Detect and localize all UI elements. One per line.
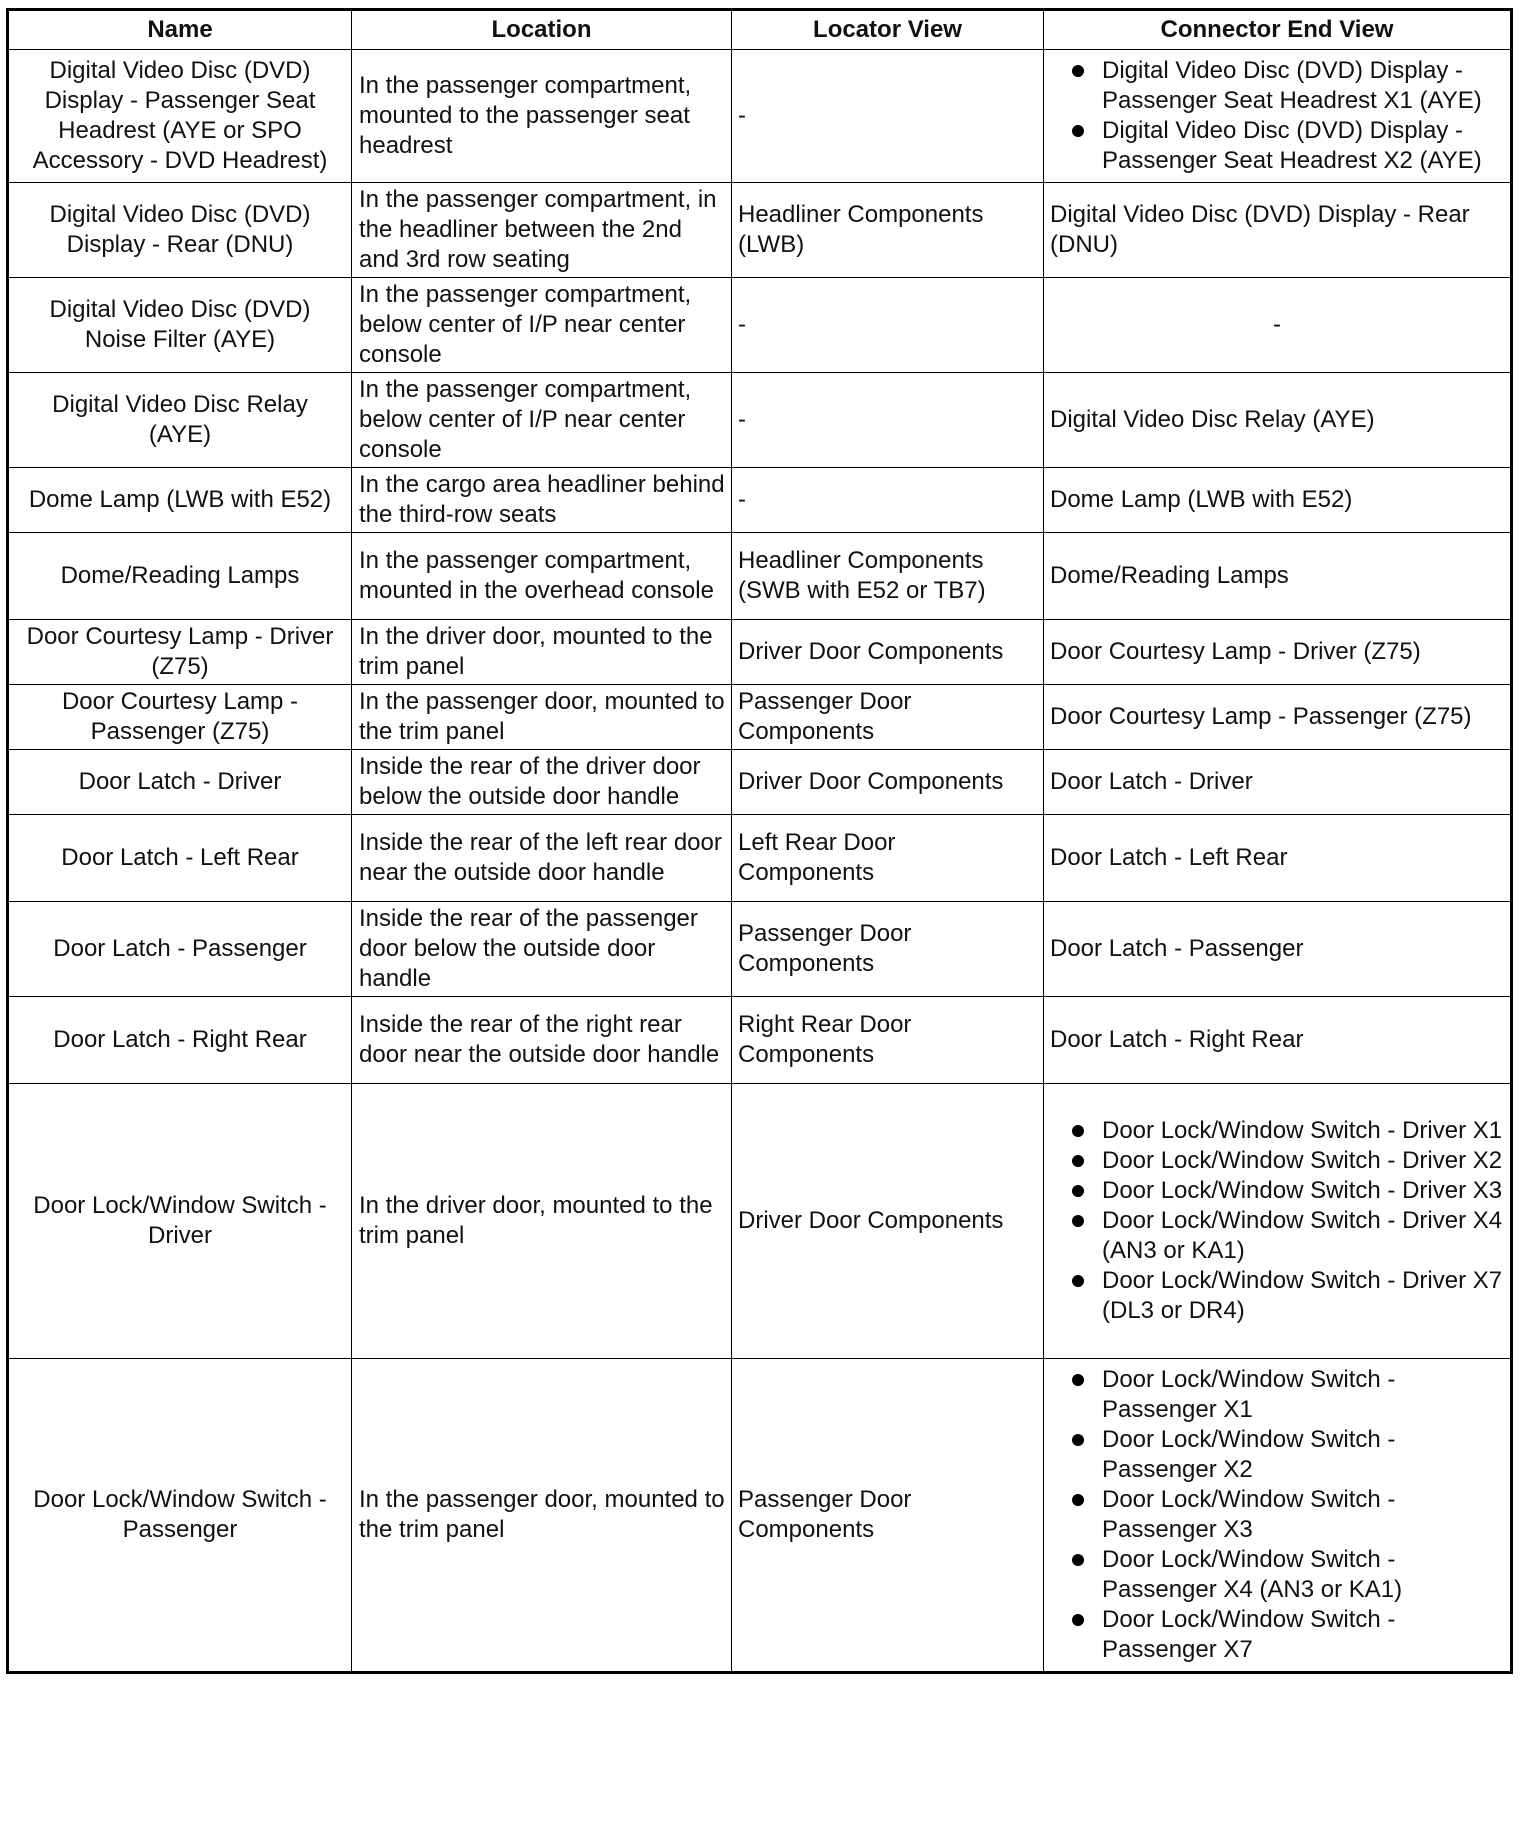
connector-label: Door Lock/Window Switch - Driver X3 xyxy=(1102,1177,1503,1204)
connector-label: Door Lock/Window Switch - Driver X1 xyxy=(1102,1117,1503,1144)
component-name-cell: Digital Video Disc (DVD) Noise Filter (AYE) xyxy=(8,278,352,373)
bullet-icon xyxy=(1072,1125,1084,1137)
connector-end-view-cell: Dome Lamp (LWB with E52) xyxy=(1044,468,1512,533)
table-row xyxy=(8,278,1512,373)
connector-end-view-cell xyxy=(1044,1084,1512,1359)
connector-list-item xyxy=(1072,1545,1504,1605)
connector-label: Door Lock/Window Switch - Passenger X3 xyxy=(1102,1486,1396,1543)
connector-end-view-cell: Digital Video Disc (DVD) Display - Rear (DNU) xyxy=(1044,183,1512,278)
location-cell: Inside the rear of the left rear door near the outside door handle xyxy=(352,815,732,902)
connector-list-item xyxy=(1072,1116,1504,1146)
table-row xyxy=(8,533,1512,620)
table-row xyxy=(8,1084,1512,1359)
connector-list-item xyxy=(1072,1176,1504,1206)
connector-list xyxy=(1050,52,1504,180)
location-cell: In the passenger door, mounted to the trim panel xyxy=(352,1359,732,1673)
connector-label: Door Lock/Window Switch - Passenger X2 xyxy=(1102,1426,1396,1483)
connector-list-item xyxy=(1072,1206,1504,1266)
table-row xyxy=(8,620,1512,685)
connector-end-view-cell: Digital Video Disc Relay (AYE) xyxy=(1044,373,1512,468)
connector-end-view-cell xyxy=(1044,1359,1512,1673)
connector-list-item xyxy=(1072,116,1504,176)
table-body xyxy=(8,50,1512,1673)
connector-list-item xyxy=(1072,1146,1504,1176)
component-name-cell: Door Latch - Right Rear xyxy=(8,997,352,1084)
component-name-cell: Door Lock/Window Switch - Passenger xyxy=(8,1359,352,1673)
location-cell: In the passenger door, mounted to the trim panel xyxy=(352,685,732,750)
component-name-cell: Digital Video Disc (DVD) Display - Rear (DNU) xyxy=(8,183,352,278)
connector-list-item xyxy=(1072,1365,1504,1425)
locator-view-cell: Passenger Door Components xyxy=(732,1359,1044,1673)
component-name-cell: Door Lock/Window Switch - Driver xyxy=(8,1084,352,1359)
bullet-icon xyxy=(1072,1554,1084,1566)
bullet-icon xyxy=(1072,1275,1084,1287)
component-location-table xyxy=(6,8,1513,1674)
column-header-name: Name xyxy=(8,10,352,50)
column-header-connector-end-view: Connector End View xyxy=(1044,10,1512,50)
component-name-cell: Door Latch - Left Rear xyxy=(8,815,352,902)
location-cell: In the cargo area headliner behind the third-row seats xyxy=(352,468,732,533)
connector-list xyxy=(1050,1361,1504,1669)
table-row xyxy=(8,815,1512,902)
connector-end-view-cell: Door Latch - Left Rear xyxy=(1044,815,1512,902)
connector-list xyxy=(1050,1112,1504,1330)
locator-view-cell: - xyxy=(732,50,1044,183)
location-cell: In the passenger compartment, in the headliner between the 2nd and 3rd row seating xyxy=(352,183,732,278)
component-name-cell: Digital Video Disc (DVD) Display - Passenger Seat Headrest (AYE or SPO Accessory - DVD Headrest) xyxy=(8,50,352,183)
table-row xyxy=(8,1359,1512,1673)
connector-end-view-cell: Door Latch - Right Rear xyxy=(1044,997,1512,1084)
bullet-icon xyxy=(1072,1155,1084,1167)
connector-end-view-cell: Door Courtesy Lamp - Driver (Z75) xyxy=(1044,620,1512,685)
connector-label: Digital Video Disc (DVD) Display - Passenger Seat Headrest X1 (AYE) xyxy=(1102,57,1482,114)
connector-end-view-cell: - xyxy=(1044,278,1512,373)
locator-view-cell: Left Rear Door Components xyxy=(732,815,1044,902)
connector-end-view-cell: Dome/Reading Lamps xyxy=(1044,533,1512,620)
component-name-cell: Door Latch - Driver xyxy=(8,750,352,815)
locator-view-cell: Passenger Door Components xyxy=(732,685,1044,750)
connector-list-item xyxy=(1072,56,1504,116)
table-row xyxy=(8,902,1512,997)
table-row xyxy=(8,750,1512,815)
connector-label: Door Lock/Window Switch - Driver X4 (AN3 or KA1) xyxy=(1102,1207,1503,1264)
location-cell: In the passenger compartment, below center of I/P near center console xyxy=(352,278,732,373)
bullet-icon xyxy=(1072,1434,1084,1446)
locator-view-cell: Right Rear Door Components xyxy=(732,997,1044,1084)
component-name-cell: Dome Lamp (LWB with E52) xyxy=(8,468,352,533)
component-name-cell: Door Courtesy Lamp - Passenger (Z75) xyxy=(8,685,352,750)
component-name-cell: Door Latch - Passenger xyxy=(8,902,352,997)
connector-list-item xyxy=(1072,1485,1504,1545)
locator-view-cell: Driver Door Components xyxy=(732,620,1044,685)
bullet-icon xyxy=(1072,125,1084,137)
locator-view-cell: Headliner Components (LWB) xyxy=(732,183,1044,278)
location-cell: In the passenger compartment, mounted in the overhead console xyxy=(352,533,732,620)
location-cell: In the passenger compartment, below center of I/P near center console xyxy=(352,373,732,468)
connector-label: Door Lock/Window Switch - Passenger X1 xyxy=(1102,1366,1396,1423)
bullet-icon xyxy=(1072,1374,1084,1386)
connector-label: Door Lock/Window Switch - Passenger X4 (AN3 or KA1) xyxy=(1102,1546,1403,1603)
bullet-icon xyxy=(1072,1215,1084,1227)
locator-view-cell: Headliner Components (SWB with E52 or TB7) xyxy=(732,533,1044,620)
bullet-icon xyxy=(1072,1614,1084,1626)
locator-view-cell: Driver Door Components xyxy=(732,750,1044,815)
location-cell: In the driver door, mounted to the trim panel xyxy=(352,620,732,685)
location-cell: Inside the rear of the right rear door near the outside door handle xyxy=(352,997,732,1084)
locator-view-cell: Passenger Door Components xyxy=(732,902,1044,997)
locator-view-cell: - xyxy=(732,373,1044,468)
location-cell: In the passenger compartment, mounted to the passenger seat headrest xyxy=(352,50,732,183)
connector-end-view-cell: Door Latch - Passenger xyxy=(1044,902,1512,997)
connector-label: Digital Video Disc (DVD) Display - Passenger Seat Headrest X2 (AYE) xyxy=(1102,117,1482,174)
table-row xyxy=(8,183,1512,278)
component-name-cell: Door Courtesy Lamp - Driver (Z75) xyxy=(8,620,352,685)
component-name-cell: Dome/Reading Lamps xyxy=(8,533,352,620)
bullet-icon xyxy=(1072,65,1084,77)
location-cell: In the driver door, mounted to the trim panel xyxy=(352,1084,732,1359)
header-row xyxy=(8,10,1512,50)
location-cell: Inside the rear of the driver door below the outside door handle xyxy=(352,750,732,815)
table-header xyxy=(8,10,1512,50)
bullet-icon xyxy=(1072,1494,1084,1506)
connector-end-view-cell: Door Latch - Driver xyxy=(1044,750,1512,815)
locator-view-cell: - xyxy=(732,278,1044,373)
table-row xyxy=(8,373,1512,468)
column-header-locator-view: Locator View xyxy=(732,10,1044,50)
location-cell: Inside the rear of the passenger door below the outside door handle xyxy=(352,902,732,997)
locator-view-cell: Driver Door Components xyxy=(732,1084,1044,1359)
connector-end-view-cell xyxy=(1044,50,1512,183)
column-header-location: Location xyxy=(352,10,732,50)
component-locator-page xyxy=(6,8,1510,1674)
bullet-icon xyxy=(1072,1185,1084,1197)
component-name-cell: Digital Video Disc Relay (AYE) xyxy=(8,373,352,468)
table-row xyxy=(8,685,1512,750)
connector-label: Door Lock/Window Switch - Passenger X7 xyxy=(1102,1606,1396,1663)
table-row xyxy=(8,50,1512,183)
table-row xyxy=(8,997,1512,1084)
connector-list-item xyxy=(1072,1266,1504,1326)
connector-list-item xyxy=(1072,1425,1504,1485)
locator-view-cell: - xyxy=(732,468,1044,533)
table-row xyxy=(8,468,1512,533)
connector-end-view-cell: Door Courtesy Lamp - Passenger (Z75) xyxy=(1044,685,1512,750)
connector-label: Door Lock/Window Switch - Driver X7 (DL3 or DR4) xyxy=(1102,1267,1503,1324)
connector-list-item xyxy=(1072,1605,1504,1665)
connector-label: Door Lock/Window Switch - Driver X2 xyxy=(1102,1147,1503,1174)
